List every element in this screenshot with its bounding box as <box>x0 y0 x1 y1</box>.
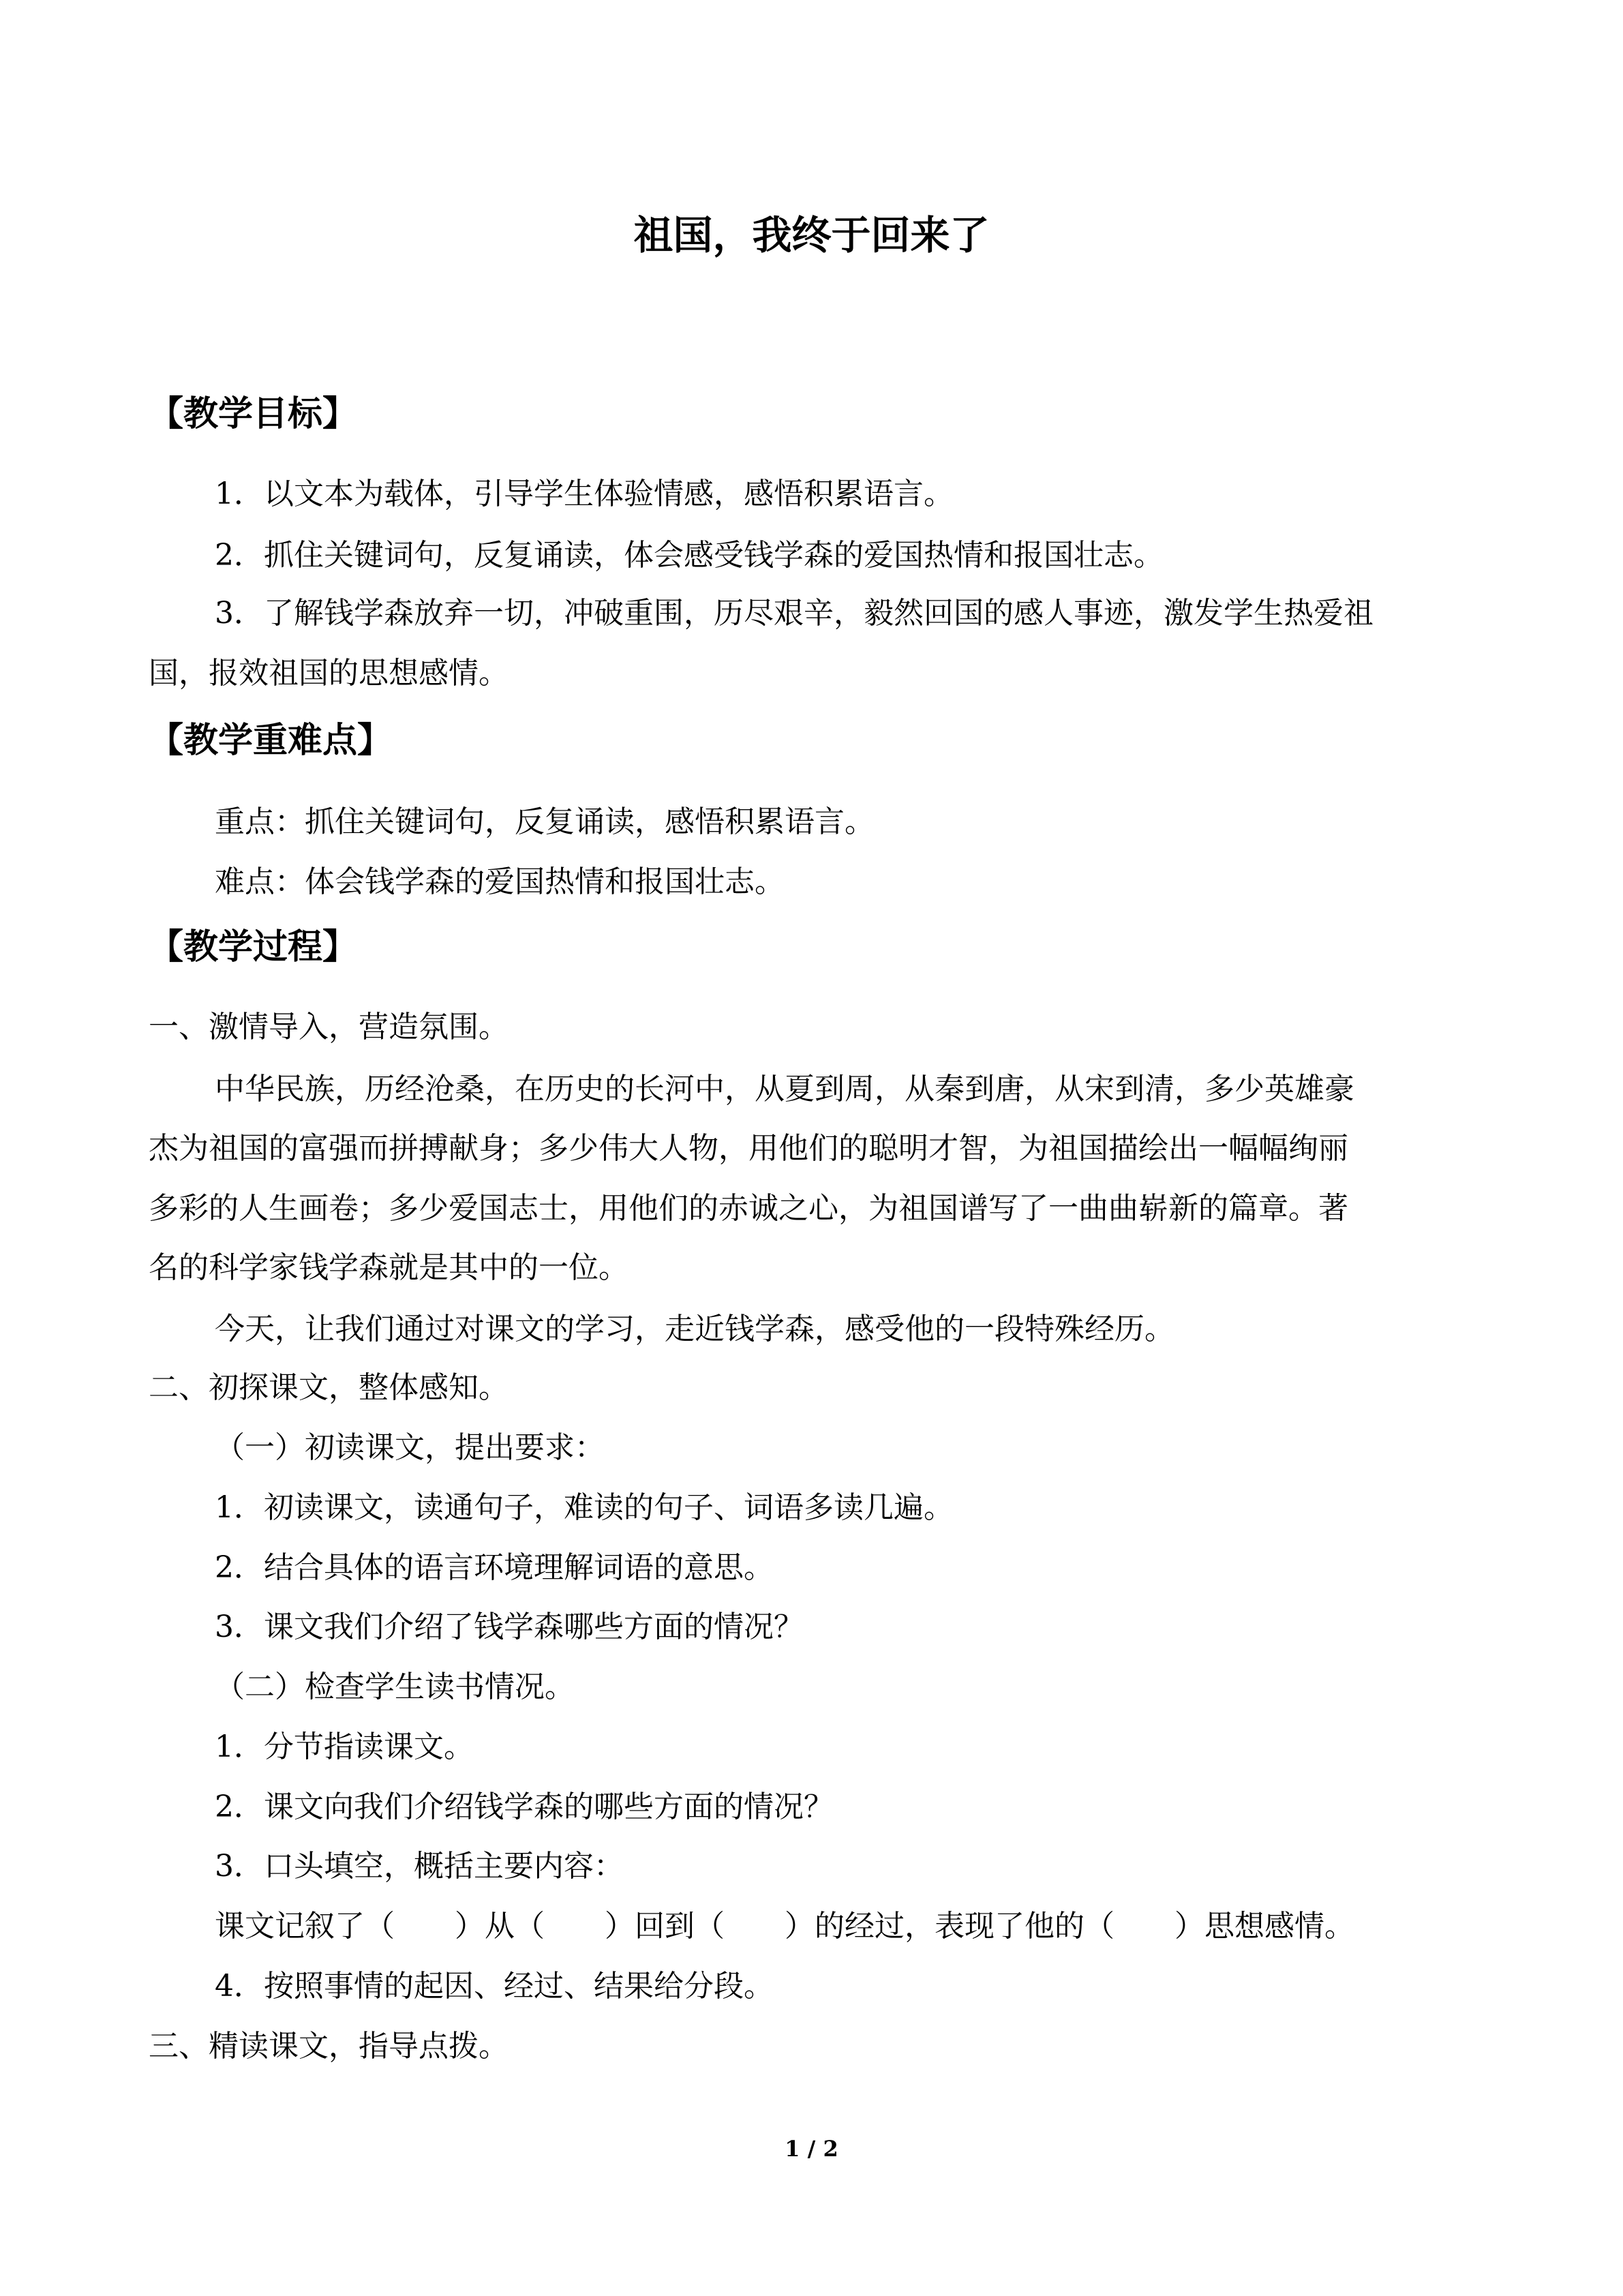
objective-line: 国，报效祖国的思想感情。 <box>149 656 509 691</box>
process-line: 1．初读课文，读通句子，难读的句子、词语多读几遍。 <box>215 1490 954 1525</box>
process-line: 二、初探课文，整体感知。 <box>149 1370 509 1405</box>
section-heading-objectives: 【教学目标】 <box>149 394 358 434</box>
process-line: 杰为祖国的富强而拼搏献身；多少伟大人物，用他们的聪明才智，为祖国描绘出一幅幅绚丽 <box>149 1131 1348 1166</box>
process-line: 名的科学家钱学森就是其中的一位。 <box>149 1250 628 1285</box>
process-line: （二）检查学生读书情况。 <box>215 1670 575 1704</box>
document-title: 祖国，我终于回来了 <box>633 212 990 258</box>
process-line: 一、激情导入，营造氛围。 <box>149 1010 509 1044</box>
section-heading-key-points: 【教学重难点】 <box>149 721 393 761</box>
key-point-line: 重点：抓住关键词句，反复诵读，感悟积累语言。 <box>215 804 875 839</box>
process-line: 课文记叙了（ ）从（ ）回到（ ）的经过，表现了他的（ ）思想感情。 <box>215 1909 1354 1944</box>
process-line: 4．按照事情的起因、经过、结果给分段。 <box>215 1969 774 2004</box>
objective-line: 2．抓住关键词句，反复诵读，体会感受钱学森的爱国热情和报国壮志。 <box>215 538 1164 573</box>
process-line: 3．课文我们介绍了钱学森哪些方面的情况？ <box>215 1610 804 1644</box>
objective-line: 1．以文本为载体，引导学生体验情感，感悟积累语言。 <box>215 477 954 511</box>
process-line: 3．口头填空，概括主要内容： <box>215 1849 624 1884</box>
process-line: 多彩的人生画卷；多少爱国志士，用他们的赤诚之心，为祖国谱写了一曲曲崭新的篇章。著 <box>149 1191 1348 1226</box>
process-line: 三、精读课文，指导点拨。 <box>149 2029 509 2064</box>
objective-line: 3．了解钱学森放弃一切，冲破重围，历尽艰辛，毅然回国的感人事迹，激发学生热爱祖 <box>215 596 1374 631</box>
process-line: 2．课文向我们介绍钱学森的哪些方面的情况？ <box>215 1789 834 1824</box>
key-point-line: 难点：体会钱学森的爱国热情和报国壮志。 <box>215 864 785 899</box>
process-line: 2．结合具体的语言环境理解词语的意思。 <box>215 1550 774 1585</box>
process-line: 今天，让我们通过对课文的学习，走近钱学森，感受他的一段特殊经历。 <box>215 1312 1174 1346</box>
section-heading-process: 【教学过程】 <box>149 927 358 967</box>
page-number: 1 / 2 <box>785 2136 838 2162</box>
process-line: （一）初读课文，提出要求： <box>215 1430 605 1465</box>
process-line: 1．分节指读课文。 <box>215 1729 474 1764</box>
process-line: 中华民族，历经沧桑，在历史的长河中，从夏到周，从秦到唐，从宋到清，多少英雄豪 <box>215 1072 1354 1106</box>
